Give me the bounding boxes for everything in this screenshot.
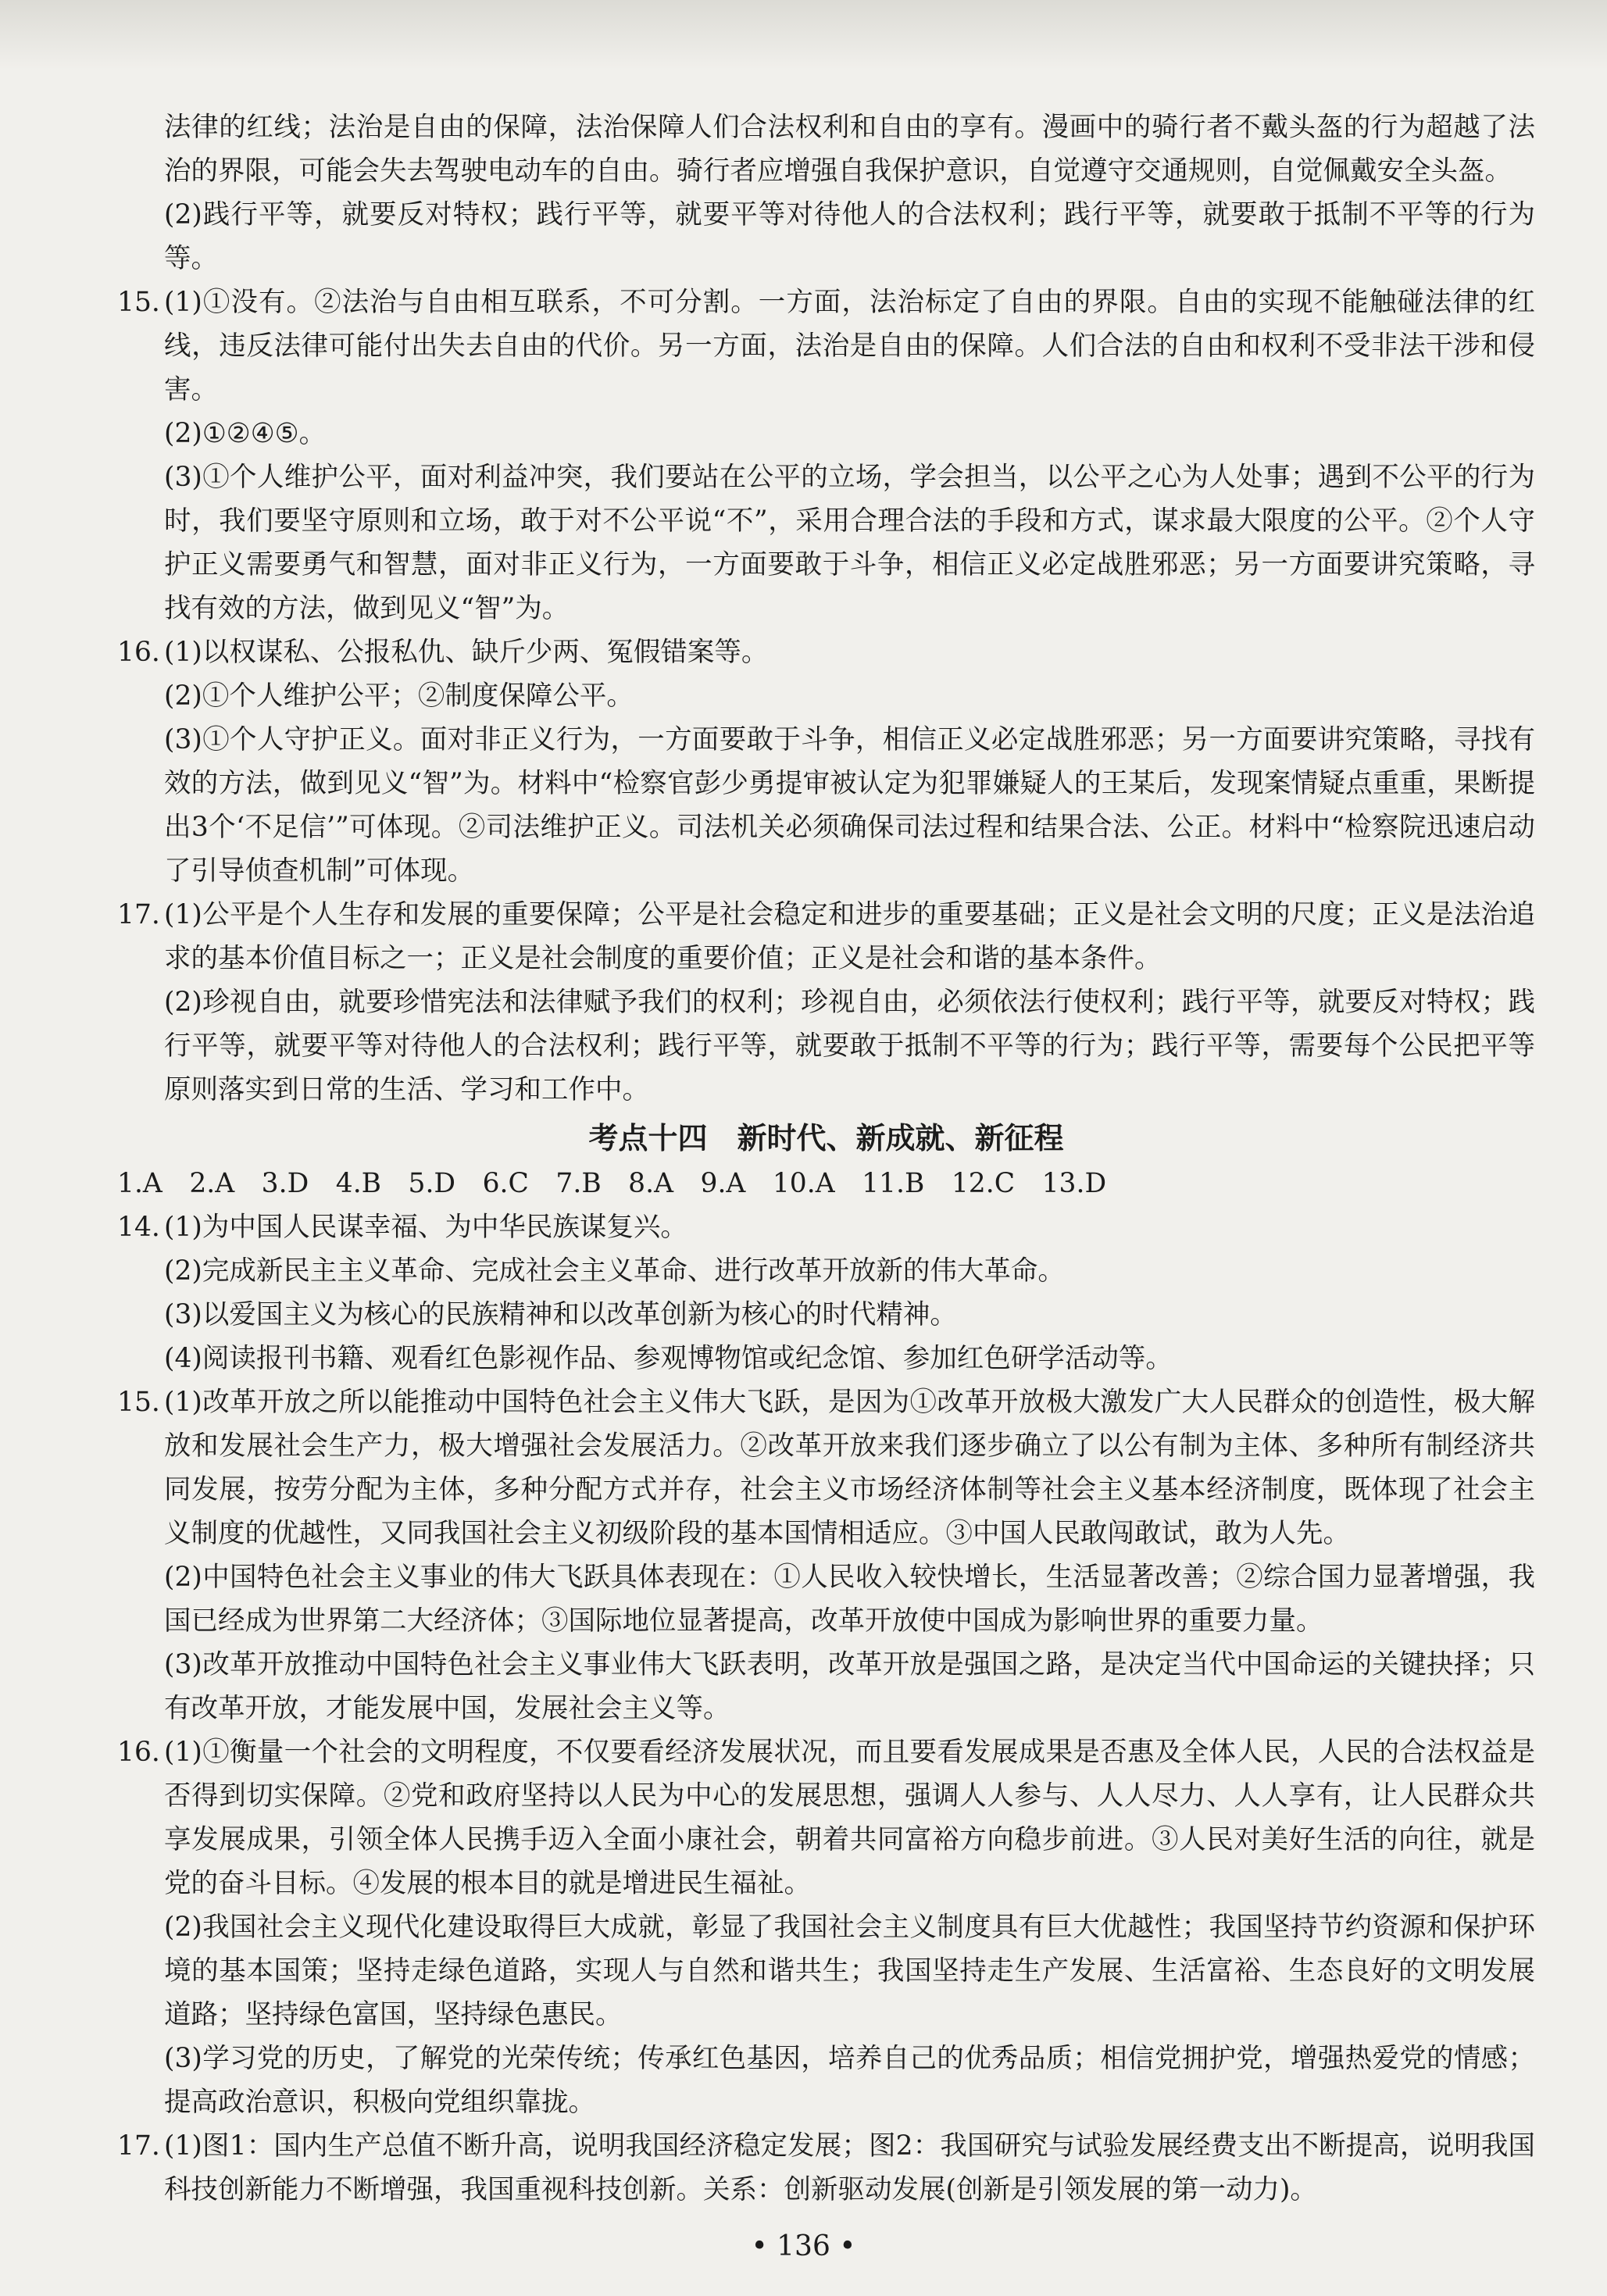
paragraph: (2)中国特色社会主义事业的伟大飞跃具体表现在：①人民收入较快增长，生活显著改善；②综合国力显著增强，我国已经成为世界第二大经济体；③国际地位显著提高，改革开放使中国成为影响世界的重要力量。 bbox=[164, 1562, 1535, 1637]
scan-shadow bbox=[0, 0, 1607, 70]
paragraph: (3)①个人守护正义。面对非正义行为，一方面要敢于斗争，相信正义必定战胜邪恶；另一方面要讲究策略，寻找有效的方法，做到见义“智”为。材料中“检察官彭少勇提审被认定为犯罪嫌疑人的王某后，发现案情疑点重重，果断提出3个‘不足信’”可体现。②司法维护正义。司法机关必须确保司法过程和结果合法、公正。材料中“检察院迅速启动了引导侦查机制”可体现。 bbox=[164, 724, 1535, 887]
paragraph: (1)①衡量一个社会的文明程度，不仅要看经济发展状况，而且要看发展成果是否惠及全体人民，人民的合法权益是否得到切实保障。②党和政府坚持以人民为中心的发展思想，强调人人参与、人人尽力、人人享有，让人民群众共享发展成果，引领全体人民携手迈入全面小康社会，朝着共同富裕方向稳步前进。③人民对美好生活的向往，就是党的奋斗目标。④发展的根本目的就是增进民生福祉。 bbox=[164, 1737, 1535, 1899]
paragraph: (3)以爱国主义为核心的民族精神和以改革创新为核心的时代精神。 bbox=[164, 1299, 957, 1330]
section-title: 考点十四 新时代、新成就、新征程 bbox=[588, 1121, 1064, 1155]
question-17 bbox=[117, 2124, 1535, 2212]
paragraph: (1)①没有。②法治与自由相互联系，不可分割。一方面，法治标定了自由的界限。自由的实现不能触碰法律的红线，违反法律可能付出失去自由的代价。另一方面，法治是自由的保障。人们合法的自由和权利不受非法干涉和侵害。 bbox=[164, 287, 1535, 405]
paragraph: (1)公平是个人生存和发展的重要保障；公平是社会稳定和进步的重要基础；正义是社会文明的尺度；正义是法治追求的基本价值目标之一；正义是社会制度的重要价值；正义是社会和谐的基本条件。 bbox=[164, 899, 1535, 974]
question-number: 15. bbox=[117, 1387, 160, 1418]
paragraph: (2)完成新民主主义革命、完成社会主义革命、进行改革开放新的伟大革命。 bbox=[164, 1255, 1065, 1287]
question-15 bbox=[117, 280, 1535, 630]
paragraph: (3)学习党的历史，了解党的光荣传统；传承红色基因，培养自己的优秀品质；相信党拥护党，增强热爱党的情感；提高政治意识，积极向党组织靠拢。 bbox=[164, 2043, 1535, 2118]
paragraph: (4)阅读报刊书籍、观看红色影视作品、参观博物馆或纪念馆、参加红色研学活动等。 bbox=[164, 1343, 1173, 1374]
paragraph: (1)改革开放之所以能推动中国特色社会主义伟大飞跃，是因为①改革开放极大激发广大人民群众的创造性，极大解放和发展社会生产力，极大增强社会发展活力。②改革开放来我们逐步确立了以公有制为主体、多种所有制经济共同发展，按劳分配为主体，多种分配方式并存，社会主义市场经济体制等社会主义基本经济制度，既体现了社会主义制度的优越性，又同我国社会主义初级阶段的基本国情相适应。③中国人民敢闯敢试，敢为人先。 bbox=[164, 1387, 1535, 1549]
paragraph: (3)①个人维护公平，面对利益冲突，我们要站在公平的立场，学会担当，以公平之心为人处事；遇到不公平的行为时，我们要坚守原则和立场，敢于对不公平说“不”，采用合理合法的手段和方式，谋求最大限度的公平。②个人守护正义需要勇气和智慧，面对非正义行为，一方面要敢于斗争，相信正义必定战胜邪恶；另一方面要讲究策略，寻找有效的方法，做到见义“智”为。 bbox=[164, 462, 1535, 624]
paragraph: (1)以权谋私、公报私仇、缺斤少两、冤假错案等。 bbox=[164, 637, 769, 668]
paragraph: (1)为中国人民谋幸福、为中华民族谋复兴。 bbox=[164, 1212, 687, 1243]
multiple-choice-answers: 1.A 2.A 3.D 4.B 5.D 6.C 7.B 8.A 9.A 10.A 11.B 12.C 13.D bbox=[117, 1168, 1107, 1199]
question-number: 15. bbox=[117, 287, 160, 318]
question-17 bbox=[117, 893, 1535, 1112]
question-16 bbox=[117, 630, 1535, 893]
paragraph: (3)改革开放推动中国特色社会主义事业伟大飞跃表明，改革开放是强国之路，是决定当代中国命运的关键抉择；只有改革开放，才能发展中国，发展社会主义等。 bbox=[164, 1649, 1535, 1724]
question-14 bbox=[117, 1205, 1535, 1380]
question-16 bbox=[117, 1730, 1535, 2124]
paragraph: (2)我国社会主义现代化建设取得巨大成就，彰显了我国社会主义制度具有巨大优越性；我国坚持节约资源和保护环境的基本国策；坚持走绿色道路，实现人与自然和谐共生；我国坚持走生产发展、生活富裕、生态良好的文明发展道路；坚持绿色富国，坚持绿色惠民。 bbox=[164, 1912, 1535, 2030]
paragraph: (2)珍视自由，就要珍惜宪法和法律赋予我们的权利；珍视自由，必须依法行使权利；践行平等，就要反对特权；践行平等，就要平等对待他人的合法权利；践行平等，就要敢于抵制不平等的行为；践行平等，需要每个公民把平等原则落实到日常的生活、学习和工作中。 bbox=[164, 987, 1535, 1105]
paragraph: 法律的红线；法治是自由的保障，法治保障人们合法权利和自由的享有。漫画中的骑行者不戴头盔的行为超越了法治的界限，可能会失去驾驶电动车的自由。骑行者应增强自我保护意识，自觉遵守交通规则，自觉佩戴安全头盔。 bbox=[164, 112, 1535, 187]
lead-continuation bbox=[117, 105, 1535, 280]
paragraph: (2)①②④⑤。 bbox=[164, 418, 327, 449]
question-number: 17. bbox=[117, 2130, 160, 2162]
question-number: 16. bbox=[117, 1737, 160, 1768]
question-number: 14. bbox=[117, 1212, 160, 1243]
question-15 bbox=[117, 1380, 1535, 1730]
paragraph: (2)践行平等，就要反对特权；践行平等，就要平等对待他人的合法权利；践行平等，就要敢于抵制不平等的行为等。 bbox=[164, 199, 1535, 274]
page-number: • 136 • bbox=[751, 2230, 856, 2262]
answer-content bbox=[117, 105, 1535, 2212]
paragraph: (2)①个人维护公平；②制度保障公平。 bbox=[164, 680, 634, 712]
question-number: 16. bbox=[117, 637, 160, 668]
question-number: 17. bbox=[117, 899, 160, 930]
paragraph: (1)图1：国内生产总值不断升高，说明我国经济稳定发展；图2：我国研究与试验发展经费支出不断提高，说明我国科技创新能力不断增强，我国重视科技创新。关系：创新驱动发展(创新是引领发展的第一动力)。 bbox=[164, 2130, 1535, 2205]
